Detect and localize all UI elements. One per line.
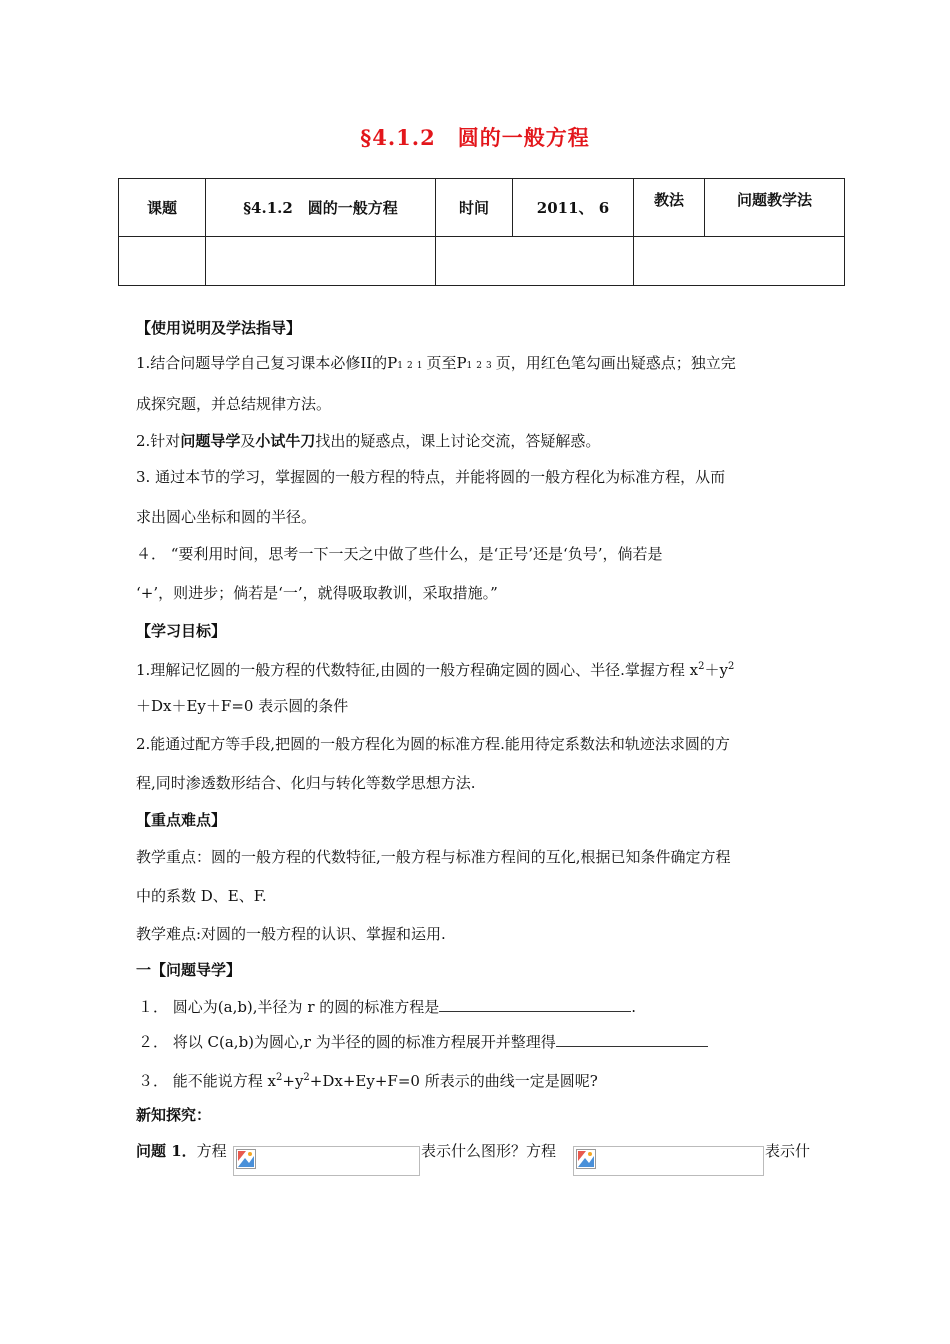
goal-item-1 xyxy=(136,657,734,680)
table-cell: 时间 xyxy=(436,179,513,237)
table-cell: §4.1.2 圆的一般方程 xyxy=(206,179,436,237)
text: ３． 能不能说方程 x xyxy=(138,1072,276,1090)
text: 找出的疑惑点，课上讨论交流，答疑解惑。 xyxy=(315,432,601,450)
table-cell xyxy=(206,237,436,286)
usage-item-2 xyxy=(136,431,600,451)
superscript: 2 xyxy=(727,661,735,672)
text: 1.结合问题导学自己复习课本必修II的P xyxy=(136,354,398,372)
text: 2.针对 xyxy=(136,432,181,450)
table-row xyxy=(119,237,845,286)
key-item-2: 教学难点:对圆的一般方程的认识、掌握和运用. xyxy=(136,925,446,943)
page-number: 121 xyxy=(397,361,427,371)
usage-heading: 【使用说明及学法指导】 xyxy=(136,319,302,337)
problem-1-label xyxy=(136,1141,227,1161)
table-cell: 教法 xyxy=(634,179,705,237)
usage-item-4: ４． “要利用时间，思考一下一天之中做了些什么，是‘正号’还是‘负号’，倘若是 xyxy=(136,545,663,563)
explore-heading: 新知探究： xyxy=(136,1106,212,1124)
equation-image xyxy=(573,1146,764,1176)
problem-1-text-end: 表示什 xyxy=(765,1142,811,1160)
table-cell: 问题教学法 xyxy=(705,179,845,237)
text: 1.理解记忆圆的一般方程的代数特征,由圆的一般方程确定圆的圆心、半径.掌握方程 x xyxy=(136,661,699,679)
text: 问题导学 xyxy=(180,432,241,450)
text: １． 圆心为(a,b),半径为 r 的圆的标准方程是 xyxy=(138,998,440,1016)
table-cell xyxy=(436,237,634,286)
usage-item-3-cont: 求出圆心坐标和圆的半径。 xyxy=(136,508,317,526)
usage-item-3: 3. 通过本节的学习，掌握圆的一般方程的特点，并能将圆的一般方程化为标准方程，从而 xyxy=(136,468,726,486)
key-item-1: 教学重点：圆的一般方程的代数特征,一般方程与标准方程间的互化,根据已知条件确定方程 xyxy=(136,848,731,866)
text: 方程 xyxy=(196,1142,227,1160)
info-table xyxy=(118,178,845,286)
question-1 xyxy=(138,997,636,1017)
usage-item-4-cont: ‘+’，则进步；倘若是‘一’，就得吸取教训，采取措施。” xyxy=(136,584,498,602)
table-row xyxy=(119,179,845,237)
text: ＋y xyxy=(704,661,728,679)
text: . xyxy=(631,998,637,1016)
goal-item-1-cont: ＋Dx＋Ey＋F=0 表示圆的条件 xyxy=(136,697,349,715)
text: 页至P xyxy=(426,354,467,372)
goal-item-2-cont: 程,同时渗透数形结合、化归与转化等数学思想方法. xyxy=(136,774,476,792)
usage-item-1-cont: 成探究题，并总结规律方法。 xyxy=(136,395,332,413)
usage-item-1 xyxy=(136,353,736,376)
equation-image xyxy=(233,1146,420,1176)
page-number: 123 xyxy=(466,361,496,371)
broken-image-icon xyxy=(236,1149,256,1169)
goal-heading: 【学习目标】 xyxy=(136,622,227,640)
superscript: 2 xyxy=(303,1072,310,1083)
text: 及 xyxy=(240,432,256,450)
text: +Dx+Ey+F=0 所表示的曲线一定是圆呢? xyxy=(309,1072,598,1090)
superscript: 2 xyxy=(276,1072,283,1083)
table-cell xyxy=(119,237,206,286)
key-item-1-cont: 中的系数 D、E、F. xyxy=(136,887,267,905)
question-2 xyxy=(138,1032,708,1052)
answer-blank[interactable] xyxy=(556,1032,708,1047)
superscript: 2 xyxy=(698,661,705,672)
text: 页，用红色笔勾画出疑惑点；独立完 xyxy=(495,354,736,372)
goal-item-2: 2.能通过配方等手段,把圆的一般方程化为圆的标准方程.能用待定系数法和轨迹法求圆的方 xyxy=(136,735,730,753)
problem-1-text: 表示什么图形？方程 xyxy=(421,1142,557,1160)
text: +y xyxy=(282,1072,304,1090)
key-heading: 【重点难点】 xyxy=(136,811,227,829)
text: ２． 将以 C(a,b)为圆心,r 为半径的圆的标准方程展开并整理得 xyxy=(138,1033,556,1051)
table-cell: 课题 xyxy=(119,179,206,237)
table-cell: 2011、 6 xyxy=(513,179,634,237)
text: 问题 1． xyxy=(136,1142,197,1160)
table-cell xyxy=(634,237,845,286)
question-heading: 一【问题导学】 xyxy=(136,961,242,979)
page-title: §4.1.2 圆的一般方程 xyxy=(360,125,590,150)
text: 小试牛刀 xyxy=(255,432,316,450)
question-3 xyxy=(138,1068,598,1091)
answer-blank[interactable] xyxy=(439,997,631,1012)
broken-image-icon xyxy=(576,1149,596,1169)
